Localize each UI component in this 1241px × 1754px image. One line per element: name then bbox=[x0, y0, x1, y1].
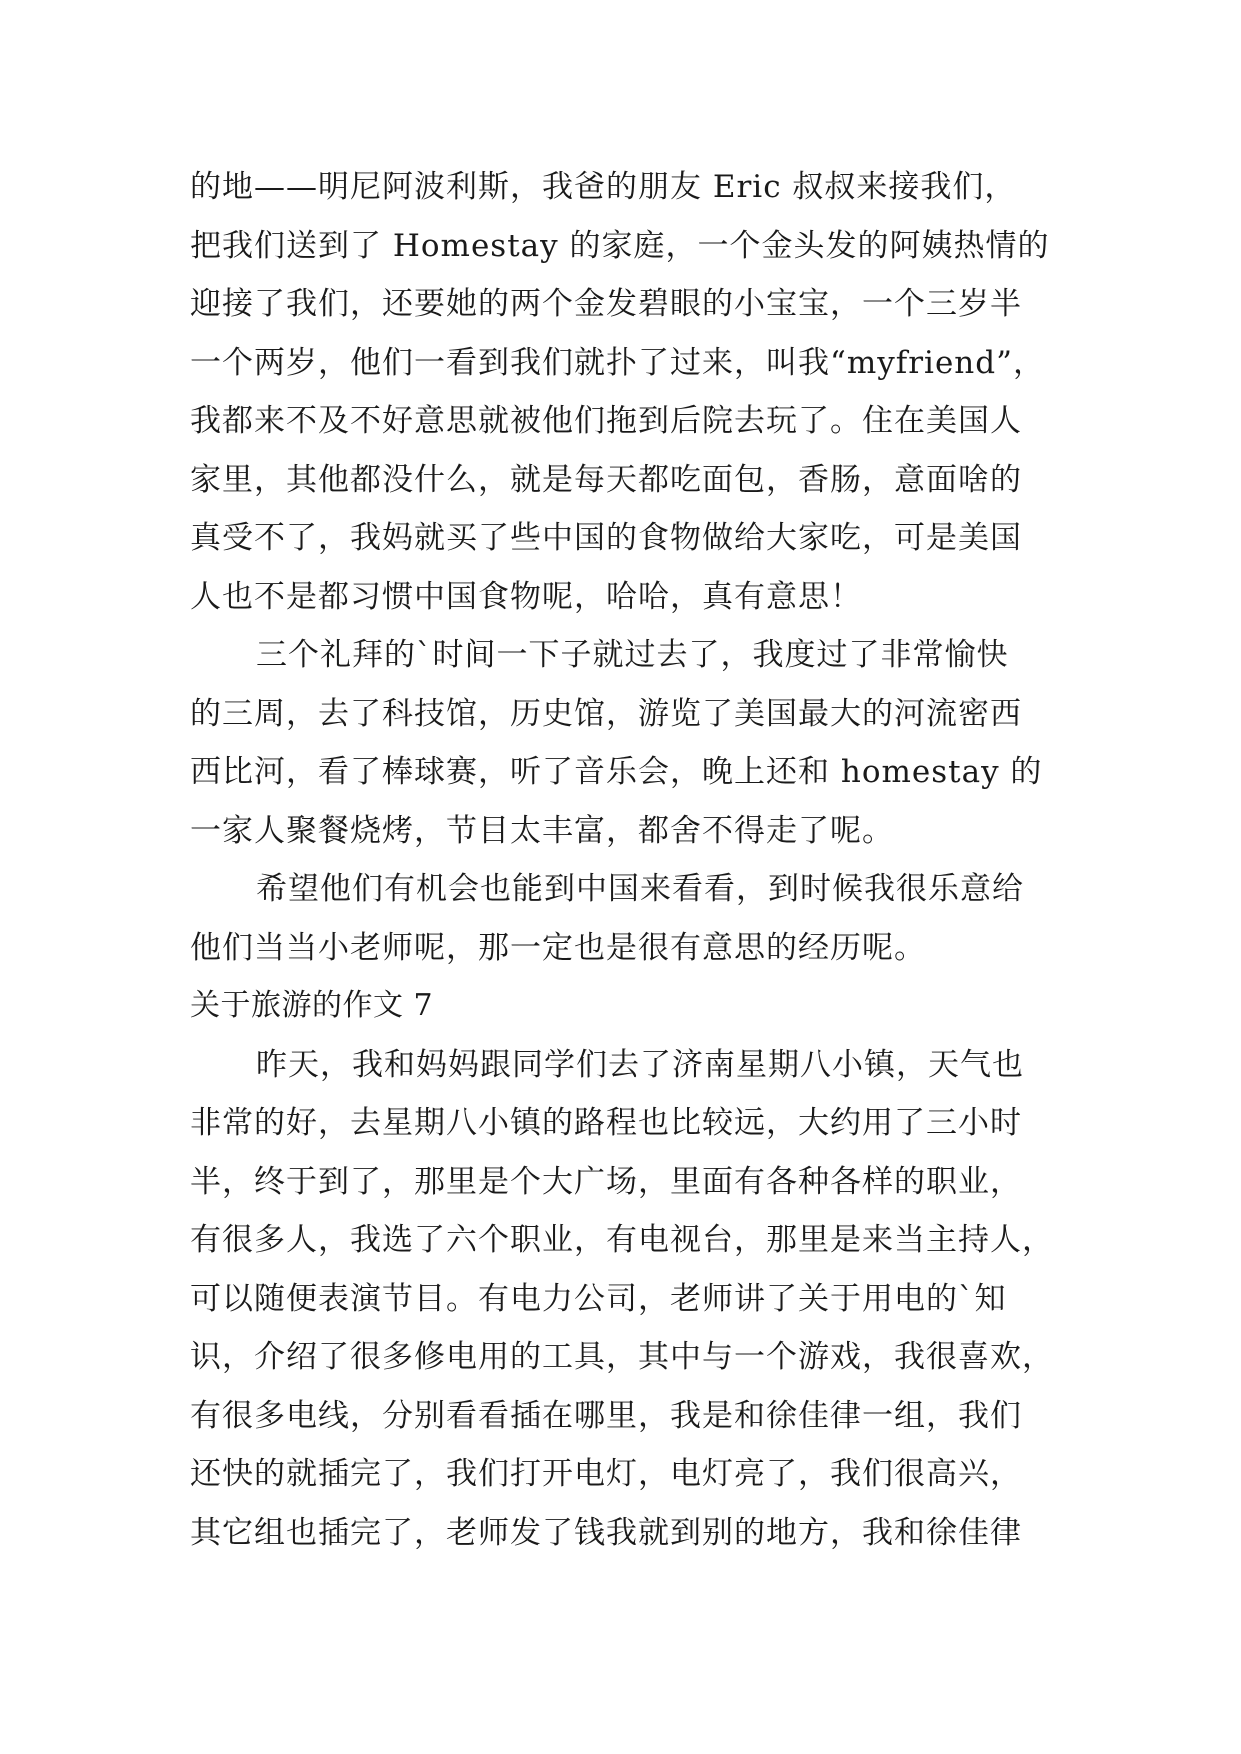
text-line: 非常的好，去星期八小镇的路程也比较远，大约用了三小时 bbox=[190, 1105, 1022, 1141]
text-line: 我都来不及不好意思就被他们拖到后院去玩了。住在美国人 bbox=[190, 403, 1022, 439]
text-line: 有很多电线，分别看看插在哪里，我是和徐佳律一组，我们 bbox=[190, 1397, 1022, 1434]
text-line: 还快的就插完了，我们打开电灯，电灯亮了，我们很高兴， bbox=[190, 1456, 1022, 1492]
text-line: 其它组也插完了，老师发了钱我就到别的地方，我和徐佳律 bbox=[190, 1514, 1022, 1551]
paragraph-first-line: 希望他们有机会也能到中国来看看，到时候我很乐意给 bbox=[256, 871, 1024, 907]
text-line: 的三周，去了科技馆，历史馆，游览了美国最大的河流密西 bbox=[190, 695, 1022, 732]
section-heading: 关于旅游的作文 7 bbox=[190, 988, 434, 1023]
paragraph-first-line: 昨天，我和妈妈跟同学们去了济南星期八小镇，天气也 bbox=[256, 1046, 1024, 1083]
paragraph-first-line: 三个礼拜的`时间一下子就过去了，我度过了非常愉快 bbox=[256, 637, 1009, 673]
text-line: 真受不了，我妈就买了些中国的食物做给大家吃，可是美国 bbox=[190, 520, 1022, 556]
text-line: 可以随便表演节目。有电力公司，老师讲了关于用电的`知 bbox=[190, 1280, 1007, 1317]
text-line: 西比河，看了棒球赛，听了音乐会，晚上还和 homestay 的 bbox=[190, 754, 1043, 790]
text-line: 识，介绍了很多修电用的工具，其中与一个游戏，我很喜欢， bbox=[190, 1339, 1054, 1375]
text-line: 半，终于到了，那里是个大广场，里面有各种各样的职业， bbox=[190, 1163, 1022, 1200]
text-line: 家里，其他都没什么，就是每天都吃面包，香肠，意面啥的 bbox=[190, 461, 1022, 498]
text-line: 把我们送到了 Homestay 的家庭，一个金头发的阿姨热情的 bbox=[190, 227, 1050, 264]
text-line: 有很多人，我选了六个职业，有电视台，那里是来当主持人， bbox=[190, 1222, 1054, 1258]
text-line: 一家人聚餐烧烤，节目太丰富，都舍不得走了呢。 bbox=[190, 812, 894, 849]
text-line: 人也不是都习惯中国食物呢，哈哈，真有意思！ bbox=[190, 578, 862, 615]
text-line: 的地——明尼阿波利斯，我爸的朋友 Eric 叔叔来接我们， bbox=[190, 169, 1017, 205]
text-line: 一个两岁，他们一看到我们就扑了过来，叫我“myfriend”， bbox=[190, 344, 1045, 381]
text-line: 他们当当小老师呢，那一定也是很有意思的经历呢。 bbox=[190, 929, 926, 966]
text-line: 迎接了我们，还要她的两个金发碧眼的小宝宝，一个三岁半 bbox=[190, 286, 1022, 322]
document-body bbox=[190, 158, 1060, 1562]
